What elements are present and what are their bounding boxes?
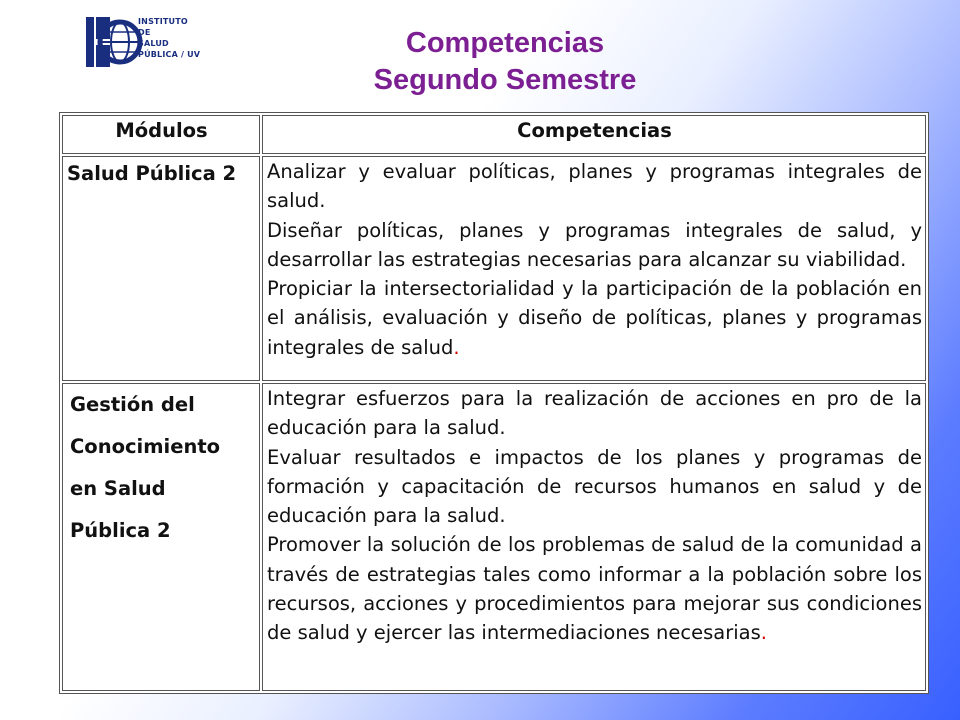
ending-dot: . [453, 335, 460, 359]
module-name: Salud Pública 2 [62, 156, 260, 381]
logo-line: INSTITUTO [138, 17, 188, 26]
ending-dot: . [760, 621, 767, 645]
table-header-row [62, 115, 926, 154]
competency-item: Analizar y evaluar políticas, planes y programas integrales de salud. [267, 160, 922, 213]
logo-line: DE [138, 28, 151, 37]
table-row [62, 383, 926, 691]
competency-item: Diseñar políticas, planes y programas integrales de salud, y desarrollar las estrategias necesarias para alcanzar su viabilidad. [267, 218, 922, 271]
module-name-line: en Salud [70, 477, 166, 500]
header-competencies: Competencias [262, 115, 926, 154]
table-row [62, 156, 926, 381]
competency-item: Evaluar resultados e impactos de los planes y programas de formación y capacitación de recursos humanos en salud y de educación para la salud. [267, 445, 922, 528]
module-name-line: Conocimiento [70, 435, 221, 458]
page-subtitle: Segundo Semestre [373, 64, 637, 96]
competencies-cell [262, 383, 926, 691]
header-modules: Módulos [62, 115, 260, 154]
module-name [62, 383, 260, 691]
competency-item: Integrar esfuerzos para la realización de acciones en pro de la educación para la salud. [267, 387, 922, 440]
competencies-table [59, 112, 929, 694]
module-name-line: Pública 2 [70, 519, 171, 542]
page-title: Competencias [405, 27, 605, 59]
competency-item [267, 274, 922, 362]
logo-line: PÚBLICA / UV [138, 50, 201, 59]
competency-item [267, 530, 922, 647]
module-name-line: Gestión del [70, 393, 195, 416]
competency-text: Promover la solución de los problemas de salud de la comunidad a través de estrategias tales como informar a la población sobre los recursos, acciones y procedimientos para mejorar sus condiciones de salud y ejercer las intermediaciones necesarias [267, 533, 922, 645]
competency-text: Propiciar la intersectorialidad y la participación de la población en el análisis, evaluación y diseño de políticas, planes y programas integrales de salud [267, 277, 922, 359]
logo-line: SALUD [138, 39, 169, 48]
competencies-cell [262, 156, 926, 381]
